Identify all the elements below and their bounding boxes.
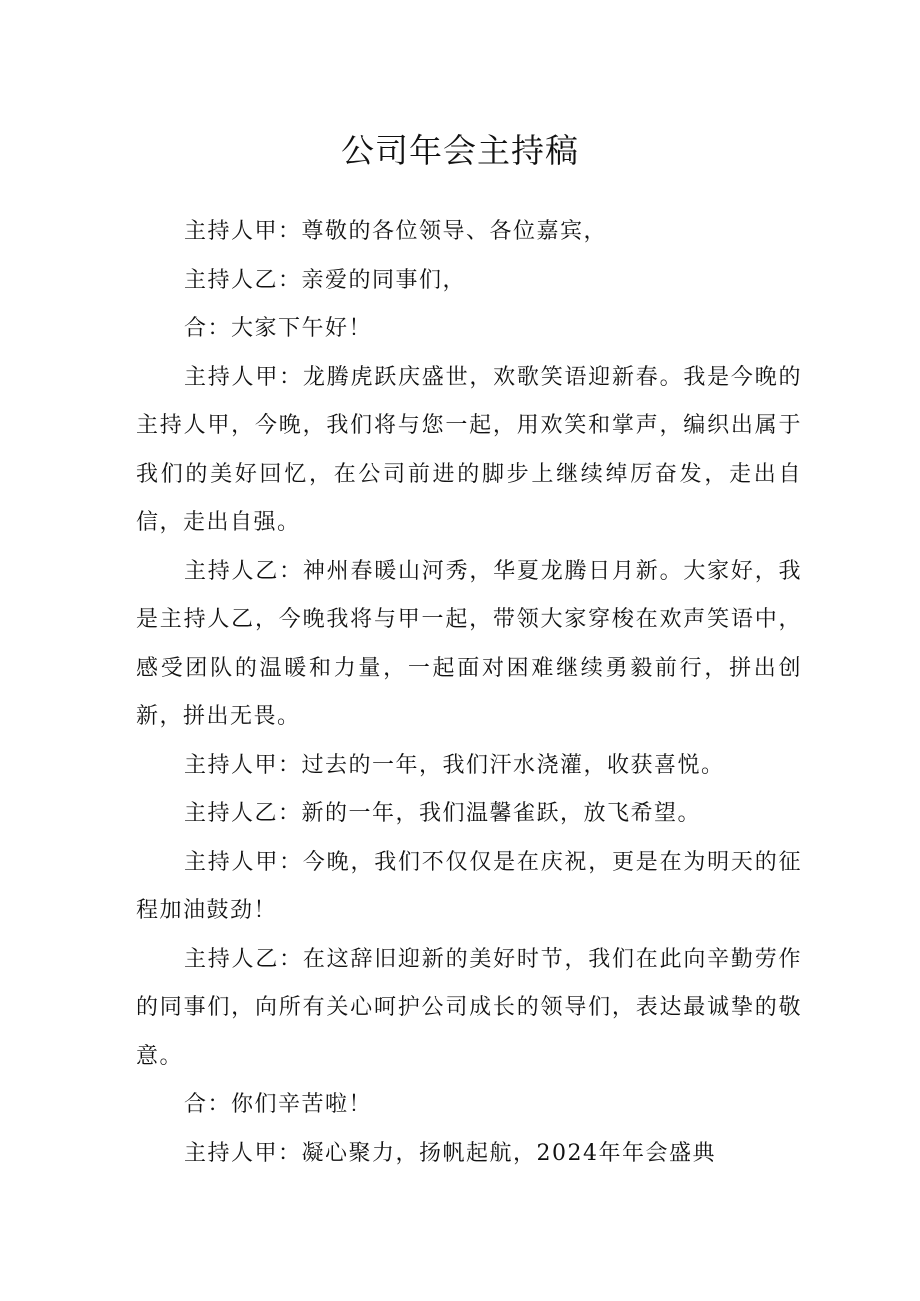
speech-text: 尊敬的各位领导、各位嘉宾， [301, 219, 608, 244]
speaker-label: 主持人甲： [184, 219, 302, 244]
speaker-label: 主持人乙： [184, 946, 303, 972]
speech-text: 龙腾虎跃庆盛世，欢歌笑语迎新春。我是今晚的主持人甲，今晚，我们将与您一起，用欢笑和掌声，编织出属于我们的美好回忆，在公司前进的脚步上继续绰厉奋发，走出自信，走出自强。 [136, 364, 802, 535]
paragraph [136, 839, 802, 936]
paragraph [136, 790, 802, 839]
paragraph [136, 354, 802, 548]
paragraph [136, 1081, 802, 1130]
speaker-label: 主持人甲： [184, 849, 303, 875]
speech-text: 过去的一年，我们汗水浇灌，收获喜悦。 [301, 752, 725, 778]
paragraph [136, 257, 802, 306]
paragraph [136, 742, 802, 791]
speech-text: 大家下午好！ [231, 316, 373, 341]
speaker-label: 主持人乙： [184, 267, 302, 293]
speech-text: 亲爱的同事们， [301, 267, 467, 293]
paragraph [136, 936, 802, 1082]
speaker-label: 主持人甲： [184, 752, 302, 778]
paragraph [136, 548, 802, 742]
speaker-label: 主持人甲： [184, 364, 303, 390]
paragraph [136, 208, 802, 257]
speaker-label: 主持人乙： [184, 801, 302, 826]
paragraph [136, 1130, 802, 1179]
speech-text: 新的一年，我们温馨雀跃，放飞希望。 [301, 801, 702, 826]
speech-text: 神州春暖山河秀，华夏龙腾日月新。大家好，我是主持人乙，今晚我将与甲一起，带领大家穿梭在欢声笑语中，感受团队的温暖和力量，一起面对困难继续勇毅前行，拼出创新，拼出无畏。 [136, 558, 802, 729]
speech-text: 凝心聚力，扬帆起航，2024年年会盛典 [301, 1140, 717, 1166]
speaker-label: 主持人乙： [184, 558, 303, 584]
speech-text: 在这辞旧迎新的美好时节，我们在此向辛勤劳作的同事们，向所有关心呵护公司成长的领导们，表达最诚挚的敬意。 [136, 946, 802, 1069]
speaker-label: 合： [184, 1092, 232, 1117]
speech-text: 今晚，我们不仅仅是在庆祝，更是在为明天的征程加油鼓劲！ [136, 849, 802, 923]
speech-text: 你们辛苦啦！ [231, 1092, 373, 1117]
paragraph [136, 305, 802, 354]
document-body [136, 208, 802, 1178]
document-title: 公司年会主持稿 [341, 131, 579, 170]
speaker-label: 合： [184, 316, 232, 341]
speaker-label: 主持人甲： [184, 1140, 302, 1166]
